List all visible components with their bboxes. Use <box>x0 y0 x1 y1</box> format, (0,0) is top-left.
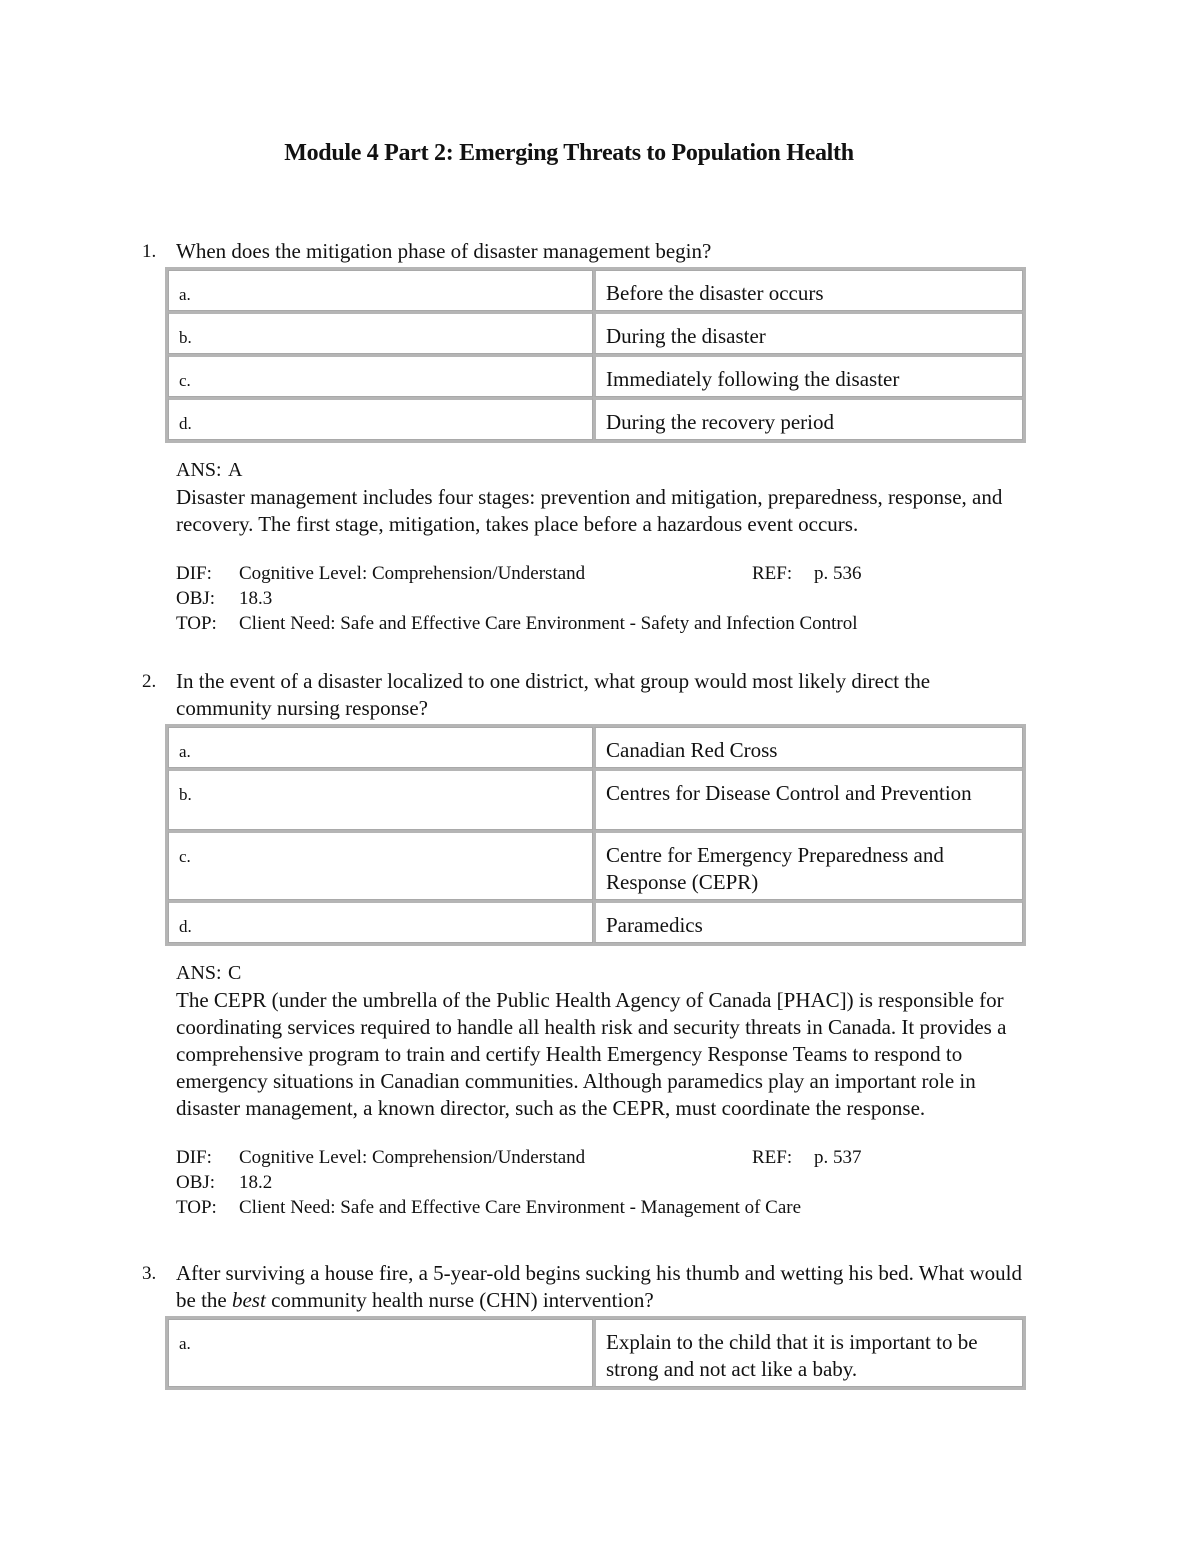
option-letter: a. <box>168 270 593 311</box>
question-stem <box>140 668 1030 722</box>
option-row <box>168 311 1023 354</box>
option-text: Centres for Disease Control and Prevention <box>593 768 1023 830</box>
answer-value: C <box>228 962 242 984</box>
option-row <box>168 768 1023 830</box>
answer-label: ANS: <box>176 962 222 984</box>
option-text: Canadian Red Cross <box>593 727 1023 768</box>
option-row <box>168 900 1023 943</box>
question-number: 3. <box>142 1263 157 1284</box>
question-text: When does the mitigation phase of disaster management begin? <box>176 239 712 263</box>
obj-label: OBJ: <box>176 588 216 609</box>
ref-label: REF: <box>752 563 793 584</box>
option-letter: b. <box>168 311 593 354</box>
question-metadata <box>176 561 1030 636</box>
answer-line <box>176 457 1030 484</box>
dif-value: Cognitive Level: Comprehension/Understand <box>239 563 586 584</box>
option-letter: a. <box>168 727 593 768</box>
ref-label: REF: <box>752 1147 793 1168</box>
rationale: Disaster management includes four stages: prevention and mitigation, preparedness, response, and recovery. The first stage, mitigation, takes place before a hazardous event occurs. <box>176 485 1003 536</box>
question-text-before: After surviving a house fire, a 5-year-old begins sucking his thumb and wetting his bed. What would be the <box>176 1261 1023 1312</box>
option-text: Immediately following the disaster <box>593 354 1023 397</box>
top-label: TOP: <box>176 1197 217 1218</box>
option-text: During the recovery period <box>593 397 1023 440</box>
option-row <box>168 1319 1023 1387</box>
option-row <box>168 354 1023 397</box>
obj-value: 18.3 <box>239 588 273 609</box>
option-letter: c. <box>168 830 593 900</box>
option-text: Explain to the child that it is important to be strong and not act like a baby. <box>593 1319 1023 1387</box>
options-table <box>165 267 1026 443</box>
option-text: Centre for Emergency Preparedness and Response (CEPR) <box>593 830 1023 900</box>
options-table <box>165 1316 1026 1390</box>
answer-value: A <box>228 459 243 481</box>
option-letter: d. <box>168 900 593 943</box>
answer-label: ANS: <box>176 459 222 481</box>
question-stem <box>140 1260 1030 1314</box>
option-row <box>168 727 1023 768</box>
option-text: Before the disaster occurs <box>593 270 1023 311</box>
obj-label: OBJ: <box>176 1172 216 1193</box>
question-text-emphasis: best <box>231 1288 266 1312</box>
page-title: Module 4 Part 2: Emerging Threats to Population Health <box>284 140 854 166</box>
option-row <box>168 830 1023 900</box>
option-letter: b. <box>168 768 593 830</box>
options-table <box>165 724 1026 946</box>
question-metadata <box>176 1145 1030 1220</box>
option-letter: c. <box>168 354 593 397</box>
option-row <box>168 397 1023 440</box>
top-label: TOP: <box>176 613 217 634</box>
question-number: 1. <box>142 241 157 262</box>
answer-line <box>176 960 1030 987</box>
question-1 <box>140 238 1030 636</box>
question-2 <box>140 668 1030 1220</box>
option-letter: d. <box>168 397 593 440</box>
option-row <box>168 270 1023 311</box>
dif-value: Cognitive Level: Comprehension/Understand <box>239 1147 586 1168</box>
top-value: Client Need: Safe and Effective Care Environment - Management of Care <box>239 1197 802 1218</box>
ref-value: p. 537 <box>814 1147 862 1168</box>
option-letter: a. <box>168 1319 593 1387</box>
question-text: In the event of a disaster localized to one district, what group would most likely direct the community nursing response? <box>176 669 931 720</box>
question-text-after: community health nurse (CHN) intervention? <box>265 1288 654 1312</box>
top-value: Client Need: Safe and Effective Care Environment - Safety and Infection Control <box>239 613 858 634</box>
obj-value: 18.2 <box>239 1172 273 1193</box>
question-number: 2. <box>142 671 157 692</box>
rationale: The CEPR (under the umbrella of the Public Health Agency of Canada [PHAC]) is responsible for coordinating services required to handle all health risk and security threats in Canada. It provides a comprehensive program to train and certify Health Emergency Response Teams to respond to emergency situations in Canadian communities. Although paramedics play an important role in disaster management, a known director, such as the CEPR, must coordinate the response. <box>176 988 1007 1120</box>
dif-label: DIF: <box>176 563 212 584</box>
dif-label: DIF: <box>176 1147 212 1168</box>
option-text: Paramedics <box>593 900 1023 943</box>
question-3 <box>140 1260 1030 1390</box>
ref-value: p. 536 <box>814 563 862 584</box>
option-text: During the disaster <box>593 311 1023 354</box>
question-stem <box>140 238 1030 265</box>
